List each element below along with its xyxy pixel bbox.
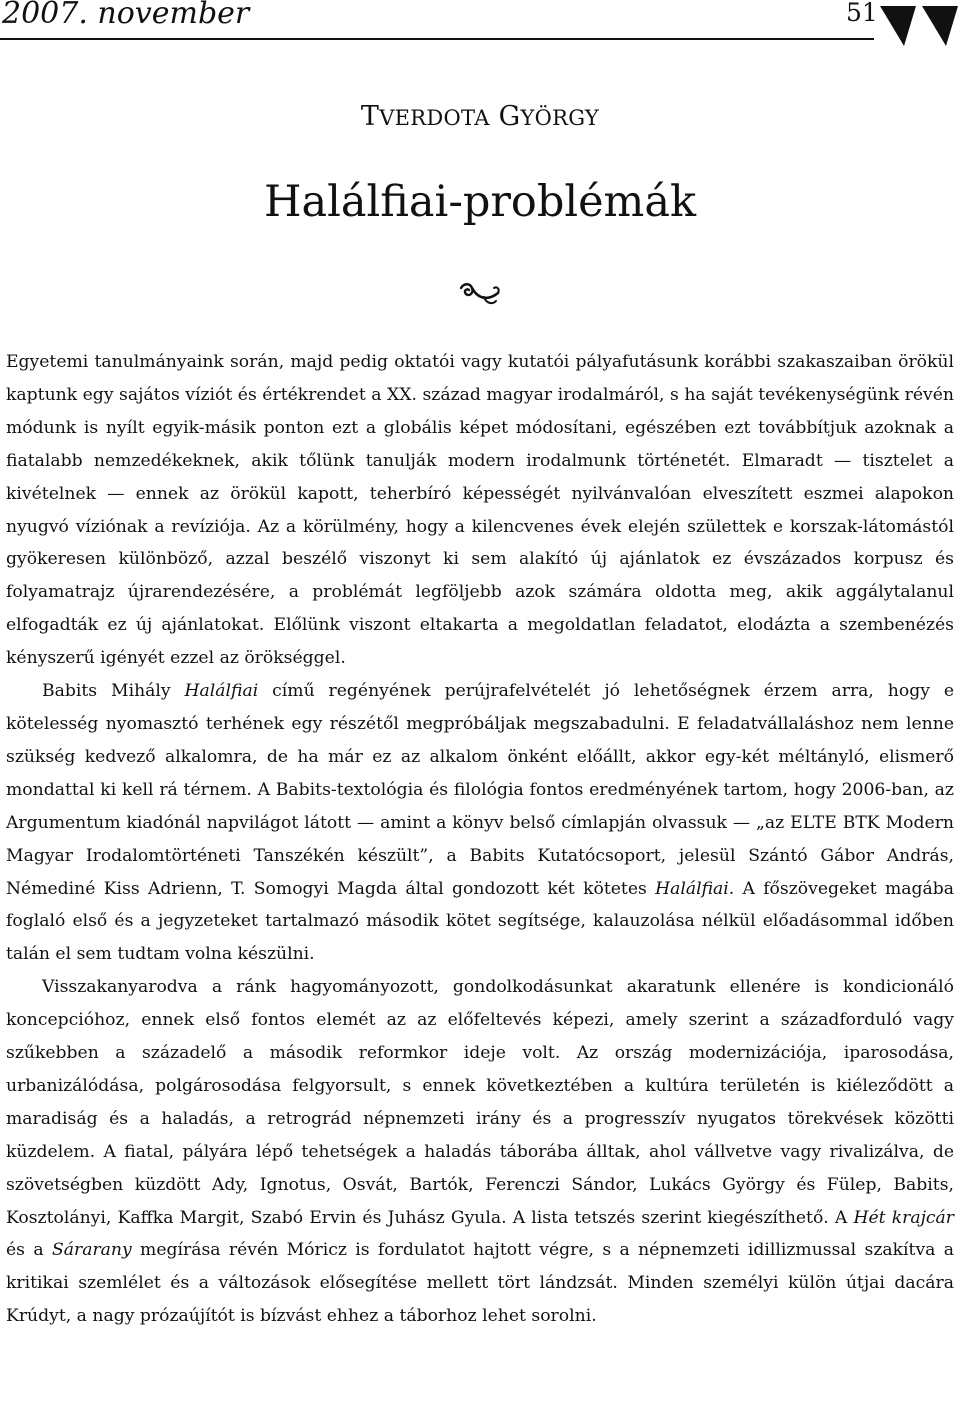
author-name: TVERDOTA GYÖRGY: [360, 101, 600, 132]
page-number: 51: [846, 0, 878, 27]
italic-title-text: Hét krajcár: [853, 1207, 954, 1228]
paragraph-text: című regényének perújrafelvételét jó lehetőségnek érzem arra, hogy e kötelesség nyomasztó terhének egy részétől megpróbáljak megszabadulni. E feladatvállaláshoz nem lenne szükség kedvező alkalomra, de ha már ez az alkalom önként előállt, akkor egy-két méltányló, elismerő mondattal ki kell rá térnem. A Babits-textológia és filológia fontos eredményének tartom, hogy 2006-ban, az Argumentum kiadónál napvilágot látott — amint a könyv belső címlapján olvassuk — „az ELTE BTK Modern Magyar Irodalomtörténeti Tanszékén készült”, a Babits Kutatócsoport, jelesül Szántó Gábor András, Némediné Kiss Adrienn, T. Somogyi Magda által gondozott két kötetes: [6, 681, 954, 899]
paragraph-text: Egyetemi tanulmányaink során, majd pedig oktatói vagy kutatói pályafutásunk korábbi szakaszaiban örökül kaptunk egy sajátos víziót és értékrendet a XX. század magyar irodalmáról, s ha saját tevékenységünk révén módunk is nyílt egyik-másik ponton ezt a globális képet módosítani, egészében ezt továbbítjuk azoknak a fiatalabb nemzedékeknek, akik tőlünk tanulják modern irodalmunk történetét. Elmaradt — tisztelet a kivételnek — ennek az örökül kapott, teherbíró képességét nyilvánvalóan elveszített eszmei alapokon nyugvó víziónak a revíziója. Az a körülmény, hogy a kilencvenes évek elején születtek e korszak-látomástól gyökeresen különböző, azzal beszélő viszonyt ki sem alakító új ajánlatok ez évszázados korpusz és folyamatrajz újrarendezésére, a problémát legföljebb azok számára oldotta meg, akik aggálytalanul elfogadták ez új ajánlatokat. Előlünk viszont eltakarta a megoldatlan feladatot, elodázta a szembenézés kényszerű igényét ezzel az örökséggel.: [6, 352, 954, 669]
paragraph-text: Visszakanyarodva a ránk hagyományozott, gondolkodásunkat akaratunk ellenére is kondicionáló koncepcióhoz, ennek első fontos elemét az az előfeltevés képezi, amely szerint a századforduló vagy szűkebben a századelő a második reformkor ideje volt. Az ország modernizációja, iparosodása, urbanizálódása, polgárosodása felgyorsult, s ennek következtében a kultúra területén is kiéleződött a maradiság és a haladás, a retrográd népnemzeti irány és a progresszív nyugatos törekvések közötti küzdelem. A fiatal, pályára lépő tehetségek a haladás táborába álltak, ahol vállvetve vagy rivalizálva, de szövetségben küzdött Ady, Ignotus, Osvát, Bartók, Ferenczi Sándor, Lukács György és Fülep, Babits, Kosztolányi, Kaffka Margit, Szabó Ervin és Juhász Gyula. A lista tetszés szerint kiegészíthető. A: [6, 977, 954, 1228]
italic-title-text: Halálfiai: [184, 681, 259, 702]
paragraph-text: és a: [6, 1240, 52, 1261]
article-title: Halálfiai-problémák: [263, 177, 697, 227]
header-rule: [0, 38, 874, 40]
body-paragraph: [6, 971, 954, 1333]
italic-title-text: Halálfiai: [655, 878, 729, 899]
issue-date: 2007. november: [2, 0, 250, 31]
double-triangle-logo-icon: [880, 2, 958, 48]
body-paragraph: [6, 675, 954, 971]
body-paragraph: [6, 346, 954, 675]
page-header: [0, 0, 960, 56]
paragraph-text: Babits Mihály: [42, 681, 185, 702]
paragraph-text: megírása révén Móricz is fordulatot hajtott végre, s a népnemzeti idillizmussal szakítva a kritikai szemlélet és a változások elősegítése mellett tört lándzsát. Minden személyi külön útjai dacára Krúdyt, a nagy prózaújítót is bízvást ehhez a táborhoz lehet sorolni.: [6, 1240, 955, 1327]
italic-title-text: Sárarany: [51, 1240, 132, 1261]
fleuron-icon: [458, 281, 502, 307]
article-body: [6, 346, 954, 1333]
paragraph-text: . A főszövegeket magába foglaló első és a jegyzeteket tartalmazó második kötet segítsége, kalauzolása nélkül előadásommal időben talán el sem tudtam volna készülni.: [6, 878, 954, 965]
